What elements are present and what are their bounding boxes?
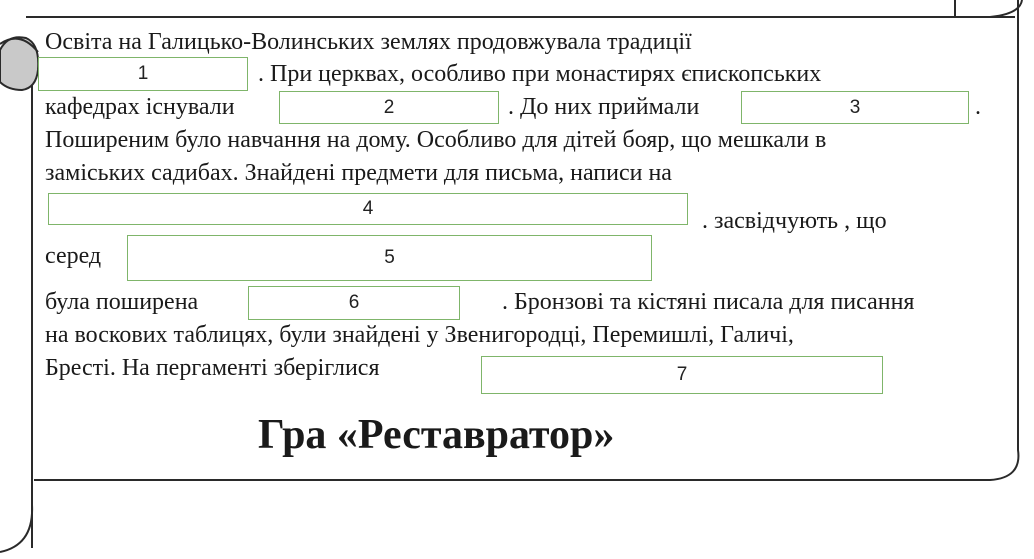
text-line-4: Поширеним було навчання на дому. Особливо для дітей бояр, що мешкали в — [45, 127, 827, 153]
blank-field-4[interactable]: 4 — [48, 193, 688, 225]
blank-field-7[interactable]: 7 — [481, 356, 883, 394]
blank-field-5[interactable]: 5 — [127, 235, 652, 281]
text-line-3c: . — [975, 94, 981, 120]
page-title: Гра «Реставратор» — [258, 412, 615, 458]
text-line-10: Бресті. На пергаменті зберіглися — [45, 355, 380, 381]
blank-field-1[interactable]: 1 — [38, 57, 248, 91]
text-line-1: Освіта на Галицько-Волинських землях продовжувала традиції — [45, 29, 692, 55]
text-line-2: . При церквах, особливо при монастирях єпископських — [258, 61, 822, 87]
blank-field-2[interactable]: 2 — [279, 91, 499, 124]
blank-field-3[interactable]: 3 — [741, 91, 969, 124]
text-line-5: заміських садибах. Знайдені предмети для письма, написи на — [45, 160, 672, 186]
text-line-6: . засвідчують , що — [702, 208, 887, 234]
text-line-8a: була поширена — [45, 289, 199, 315]
text-line-3a: кафедрах існували — [45, 94, 235, 120]
text-line-7: серед — [45, 243, 102, 269]
blank-field-6[interactable]: 6 — [248, 286, 460, 320]
text-line-8b: . Бронзові та кістяні писала для писання — [502, 289, 915, 315]
text-line-3b: . До них приймали — [508, 94, 700, 120]
text-line-9: на воскових таблицях, були знайдені у Звенигородці, Перемишлі, Галичі, — [45, 322, 794, 348]
